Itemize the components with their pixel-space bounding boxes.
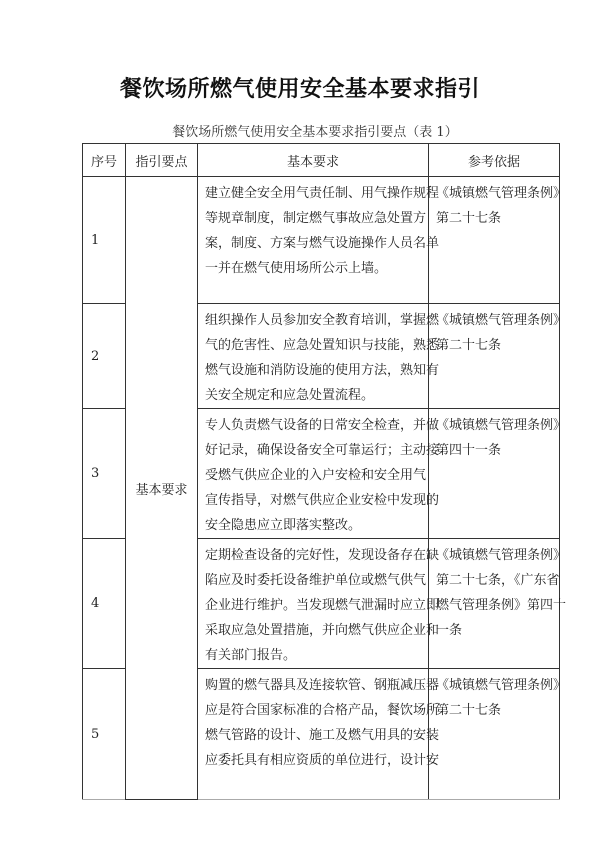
requirement-line: 一并在燃气使用场所公示上墙。 (205, 261, 388, 276)
requirement-line: 燃气设施和消防设施的使用方法，熟知有 (205, 363, 440, 378)
requirement-cell (198, 669, 440, 800)
requirement-line: 案，制度、方案与燃气设施操作人员名单 (205, 236, 440, 251)
reference-line: 《城镇燃气管理条例》 (436, 186, 567, 201)
requirement-line: 有关部门报告。 (205, 648, 297, 663)
reference-cell (429, 409, 567, 539)
requirement-line: 定期检查设备的完好性，发现设备存在缺 (205, 548, 440, 563)
header-reference: 参考依据 (429, 144, 560, 177)
requirements-table (82, 143, 567, 800)
header-requirement: 基本要求 (198, 144, 429, 177)
reference-line: 第二十七条，《广东省 (436, 573, 560, 588)
header-seq: 序号 (83, 144, 126, 177)
requirement-line: 燃气管路的设计、施工及燃气用具的安装 (205, 728, 440, 743)
document-title: 餐饮场所燃气使用安全基本要求指引 (119, 77, 480, 102)
requirement-line: 宣传指导，对燃气供应企业安检中发现的 (205, 493, 440, 508)
requirement-cell (198, 304, 440, 409)
reference-line: 第二十七条 (436, 338, 502, 353)
reference-line: 《城镇燃气管理条例》 (436, 548, 567, 563)
requirement-line: 专人负责燃气设备的日常安全检查，并做 (205, 418, 440, 433)
reference-cell (429, 304, 567, 409)
requirement-line: 受燃气供应企业的入户安检和安全用气 (205, 468, 427, 483)
row-seq: 1 (83, 177, 126, 304)
reference-line: 第二十七条 (436, 703, 502, 718)
requirement-cell (198, 177, 440, 304)
table-row (83, 177, 560, 304)
requirement-line: 等规章制度，制定燃气事故应急处置方 (205, 211, 427, 226)
requirement-line: 安全隐患应立即落实整改。 (205, 518, 362, 533)
reference-line: 燃气管理条例》第四十 (436, 598, 567, 613)
reference-cell (429, 669, 567, 800)
reference-line: 第二十七条 (436, 211, 502, 226)
requirement-line: 组织操作人员参加安全教育培训，掌握燃 (205, 313, 440, 328)
row-seq: 5 (83, 669, 126, 800)
row-seq: 3 (83, 409, 126, 539)
row-seq: 4 (83, 539, 126, 669)
guideline-point: 基本要求 (126, 177, 198, 800)
requirement-line: 关安全规定和应急处置流程。 (205, 388, 375, 403)
reference-cell (429, 539, 567, 669)
reference-line: 《城镇燃气管理条例》 (436, 418, 567, 433)
requirement-line: 好记录，确保设备安全可靠运行；主动接 (205, 443, 440, 458)
requirement-line: 企业进行维护。当发现燃气泄漏时应立即 (205, 598, 440, 613)
requirement-cell (198, 539, 440, 669)
requirement-line: 应是符合国家标准的合格产品，餐饮场所 (205, 703, 440, 718)
table-caption: 餐饮场所燃气使用安全基本要求指引要点（表 1） (172, 125, 458, 140)
reference-line: 一条 (436, 623, 463, 638)
requirement-line: 应委托具有相应资质的单位进行，设计安 (205, 753, 440, 768)
reference-line: 《城镇燃气管理条例》 (436, 678, 567, 693)
requirement-line: 建立健全安全用气责任制、用气操作规程 (205, 186, 440, 201)
row-seq: 2 (83, 304, 126, 409)
requirement-line: 购置的燃气器具及连接软管、钢瓶减压器 (205, 678, 440, 693)
requirement-cell (198, 409, 440, 539)
table-header-row (83, 144, 560, 177)
requirement-line: 陷应及时委托设备维护单位或燃气供气 (205, 573, 427, 588)
reference-cell (429, 177, 567, 304)
requirement-line: 采取应急处置措施，并向燃气供应企业和 (205, 623, 440, 638)
requirement-line: 气的危害性、应急处置知识与技能，熟悉 (205, 338, 440, 353)
reference-line: 第四十一条 (436, 443, 502, 458)
header-point: 指引要点 (126, 144, 198, 177)
reference-line: 《城镇燃气管理条例》 (436, 313, 567, 328)
